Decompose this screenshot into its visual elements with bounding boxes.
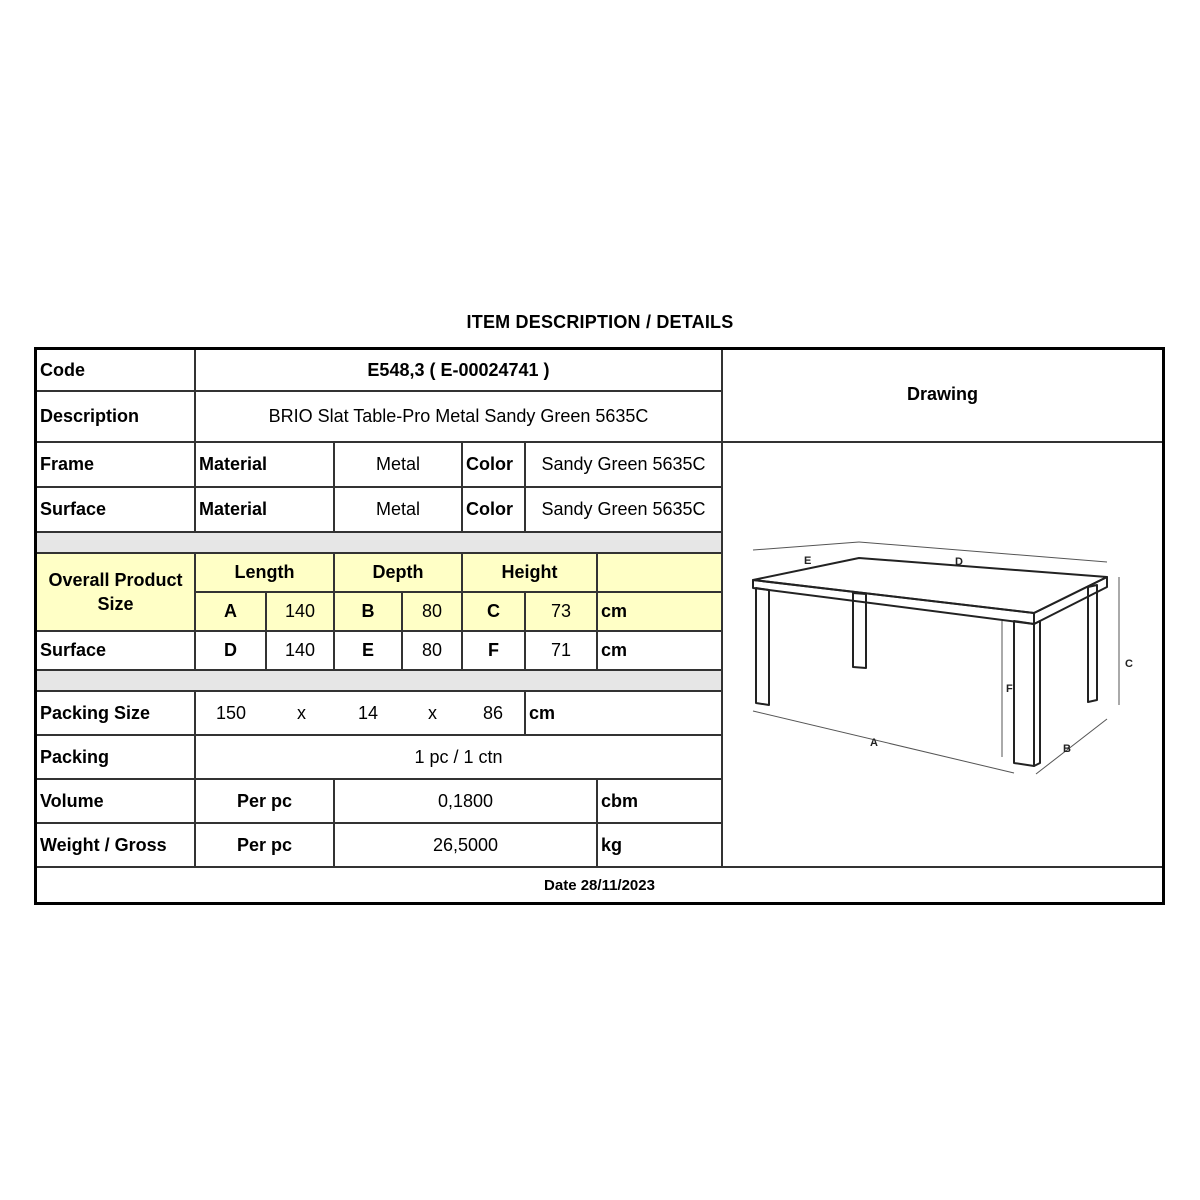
packing-size-label: Packing Size xyxy=(37,692,196,736)
volume-value: 0,1800 xyxy=(335,780,598,824)
surface-material-value: Metal xyxy=(335,488,463,533)
overall-unit: cm xyxy=(598,593,723,632)
dim-c-value: 73 xyxy=(526,593,598,632)
drawing-title: Drawing xyxy=(906,384,978,404)
volume-unit: cbm xyxy=(598,780,723,824)
packing-sep-1: x xyxy=(297,702,306,723)
dim-a-value: 140 xyxy=(267,593,335,632)
leg-front-left xyxy=(756,588,769,705)
overall-size-label: Overall Product Size xyxy=(37,554,196,632)
weight-label: Weight / Gross xyxy=(37,824,196,868)
tabletop-front-edge xyxy=(753,580,1034,624)
dim-e-value: 80 xyxy=(403,632,463,671)
volume-per: Per pc xyxy=(196,780,335,824)
drawing-header-cell xyxy=(723,350,1162,443)
dim-b-value: 80 xyxy=(403,593,463,632)
drawing-label-e: E xyxy=(804,555,812,567)
drawing-label-c: C xyxy=(1125,658,1133,670)
packing-value: 1 pc / 1 ctn xyxy=(196,736,723,780)
surface-dims-unit: cm xyxy=(598,632,723,671)
packing-size-values xyxy=(196,692,526,736)
packing-size-unit: cm xyxy=(526,692,723,736)
spacer-row xyxy=(37,533,723,554)
volume-label: Volume xyxy=(37,780,196,824)
frame-color-label: Color xyxy=(463,443,526,488)
dim-d-letter: D xyxy=(196,632,267,671)
height-header: Height xyxy=(463,554,598,593)
packing-height: 86 xyxy=(483,702,504,723)
drawing-label-b: B xyxy=(1063,743,1071,755)
dim-c-letter: C xyxy=(463,593,526,632)
description-label: Description xyxy=(37,392,196,443)
packing-sep-2: x xyxy=(428,702,437,723)
dim-e-letter: E xyxy=(335,632,403,671)
leg-back-middle xyxy=(853,593,866,668)
code-label: Code xyxy=(37,350,196,392)
frame-color-value: Sandy Green 5635C xyxy=(526,443,723,488)
packing-label: Packing xyxy=(37,736,196,780)
dim-f-value: 71 xyxy=(526,632,598,671)
drawing-label-f: F xyxy=(1006,683,1013,695)
header-empty-cell xyxy=(598,554,723,593)
surface-material-label: Material xyxy=(196,488,335,533)
description-value: BRIO Slat Table-Pro Metal Sandy Green 5635C xyxy=(196,392,723,443)
surface-color-label: Color xyxy=(463,488,526,533)
drawing-label-d: D xyxy=(955,556,963,568)
length-header: Length xyxy=(196,554,335,593)
code-value: E548,3 ( E-00024741 ) xyxy=(196,350,723,392)
spacer-row-2 xyxy=(37,671,723,692)
leg-front-right xyxy=(1014,621,1034,766)
page-title: ITEM DESCRIPTION / DETAILS xyxy=(466,312,734,332)
weight-per: Per pc xyxy=(196,824,335,868)
frame-label: Frame xyxy=(37,443,196,488)
weight-value: 26,5000 xyxy=(335,824,598,868)
date-footer: Date 28/11/2023 xyxy=(544,876,655,894)
frame-material-value: Metal xyxy=(335,443,463,488)
drawing-area xyxy=(723,443,1162,868)
table-drawing xyxy=(723,443,1162,868)
leg-back-right xyxy=(1088,585,1097,702)
item-details-sheet xyxy=(34,347,1165,905)
dim-a-letter: A xyxy=(196,593,267,632)
dim-b-letter: B xyxy=(335,593,403,632)
packing-length: 150 xyxy=(216,702,247,723)
weight-unit: kg xyxy=(598,824,723,868)
dim-d-value: 140 xyxy=(267,632,335,671)
surface-label: Surface xyxy=(37,488,196,533)
frame-material-label: Material xyxy=(196,443,335,488)
surface-color-value: Sandy Green 5635C xyxy=(526,488,723,533)
leg-front-right-side xyxy=(1034,621,1040,766)
dim-f-letter: F xyxy=(463,632,526,671)
surface-dims-label: Surface xyxy=(37,632,196,671)
drawing-label-a: A xyxy=(870,737,878,749)
packing-depth: 14 xyxy=(358,702,379,723)
depth-header: Depth xyxy=(335,554,463,593)
